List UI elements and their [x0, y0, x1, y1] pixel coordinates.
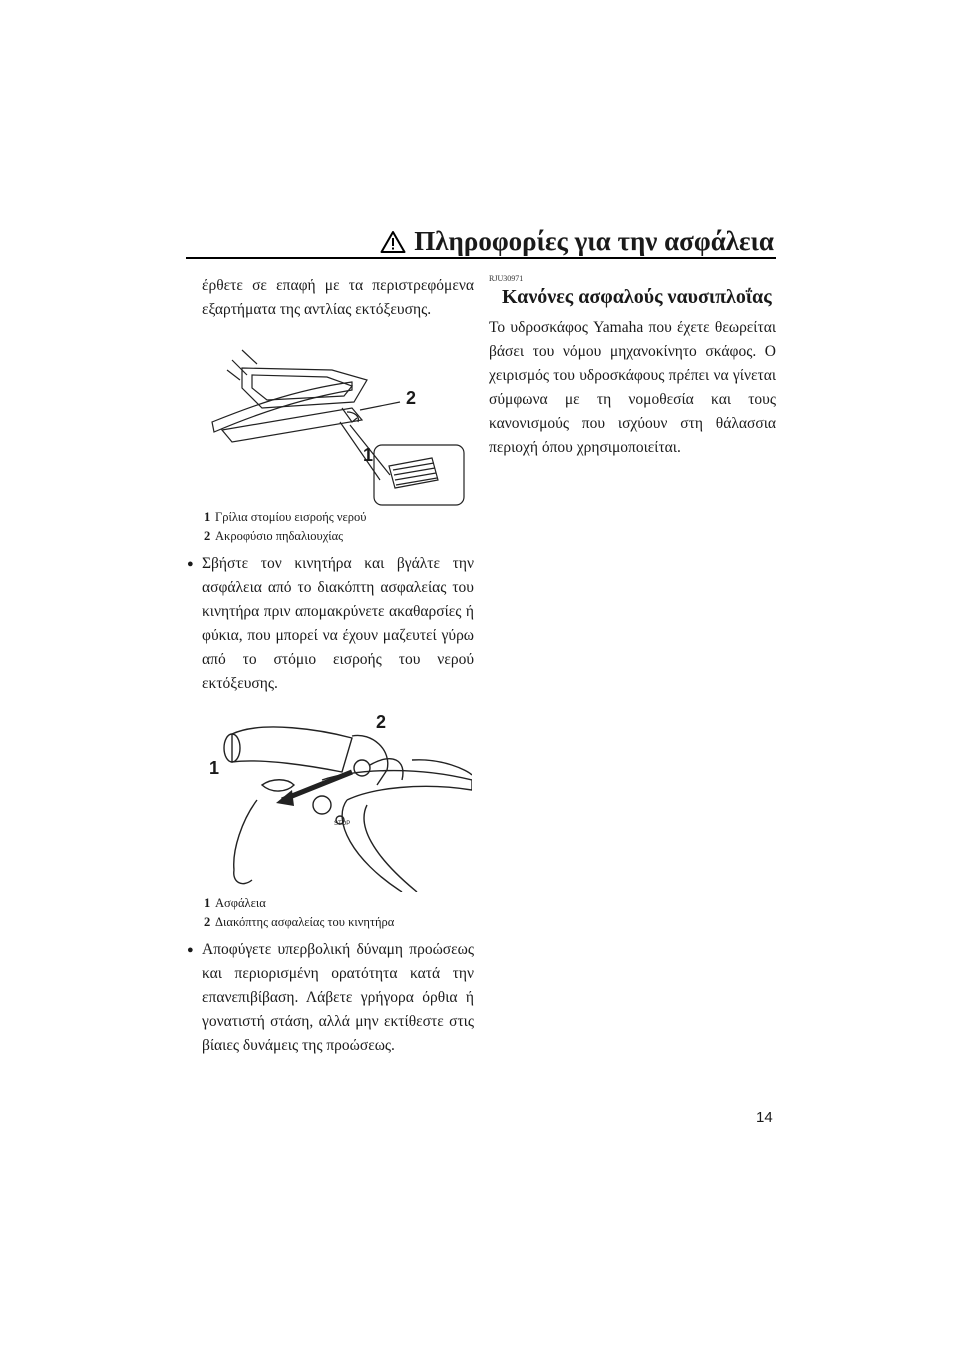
lanyard-illustration [202, 710, 472, 892]
right-column [489, 274, 776, 460]
callout-1: 1 [363, 445, 374, 465]
stop-label: STOP [334, 821, 351, 827]
intake-grate-illustration [202, 330, 472, 506]
left-column [187, 274, 474, 1058]
caption-row: 2 Διακόπτης ασφαλείας του κινητήρα [204, 915, 395, 929]
bullet-stop-engine: ● Σβήστε τον κινητήρα και βγάλτε την ασφάλεια από το διακόπτη ασφαλείας του κινητήρα πριν απομακρύνετε ακαθαρσίες ή φύκια, που μπορεί να έχουν μαζευτεί γύρω από το στόμιο εισροής του νερού εκτόξευσης. [187, 552, 474, 696]
bullet-dot-icon: ● [187, 944, 194, 956]
section-body: Το υδροσκάφος Yamaha που έχετε θεωρείται βάσει του νόμου μηχανοκίνητο σκάφος. Ο χειρισμός του υδροσκάφους πρέπει να γίνεται σύμφωνα με τη νομοθεσία και τους κανονισμούς που ισχύουν στη θάλασσια περιοχή όπου χρησιμοποιείται. [489, 319, 776, 456]
section-code: RJU30971 [489, 274, 524, 283]
warning-triangle-icon [380, 230, 406, 254]
bullet-dot-icon: ● [187, 558, 194, 570]
callout-2: 2 [376, 712, 387, 732]
caption-row: 1 Γρίλια στομίου εισροής νερού [204, 510, 367, 524]
bullet-reboarding: ● Αποφύγετε υπερβολική δύναμη προώσεως και περιορισμένη ορατότητα κατά την επανεπιβίβαση. Λάβετε γρήγορα όρθια ή γονατιστή στάση, αλλά μην εκτίθεστε στις βίαιες δυνάμεις της προώσεως. [187, 938, 474, 1058]
caption-row: 2 Ακροφύσιο πηδαλιουχίας [204, 529, 344, 543]
callout-2: 2 [406, 388, 417, 408]
header-rule [186, 257, 776, 259]
callout-1: 1 [209, 758, 220, 778]
caption-row: 1 Ασφάλεια [204, 896, 266, 910]
figure-intake-grate [202, 330, 472, 506]
section-title: Κανόνες ασφαλούς ναυσιπλοΐας [502, 286, 772, 308]
page-header [186, 224, 776, 258]
page-number: 14 [756, 1109, 773, 1126]
figure2-captions [187, 894, 474, 932]
figure1-captions [187, 508, 474, 546]
intro-paragraph: έρθετε σε επαφή με τα περιστρεφόμενα εξαρτήματα της αντλίας εκτόξευσης. [202, 277, 474, 318]
figure-lanyard [202, 710, 472, 892]
header-title-text: Πληροφορίες για την ασφάλεια [414, 226, 774, 256]
header-title [380, 226, 774, 257]
